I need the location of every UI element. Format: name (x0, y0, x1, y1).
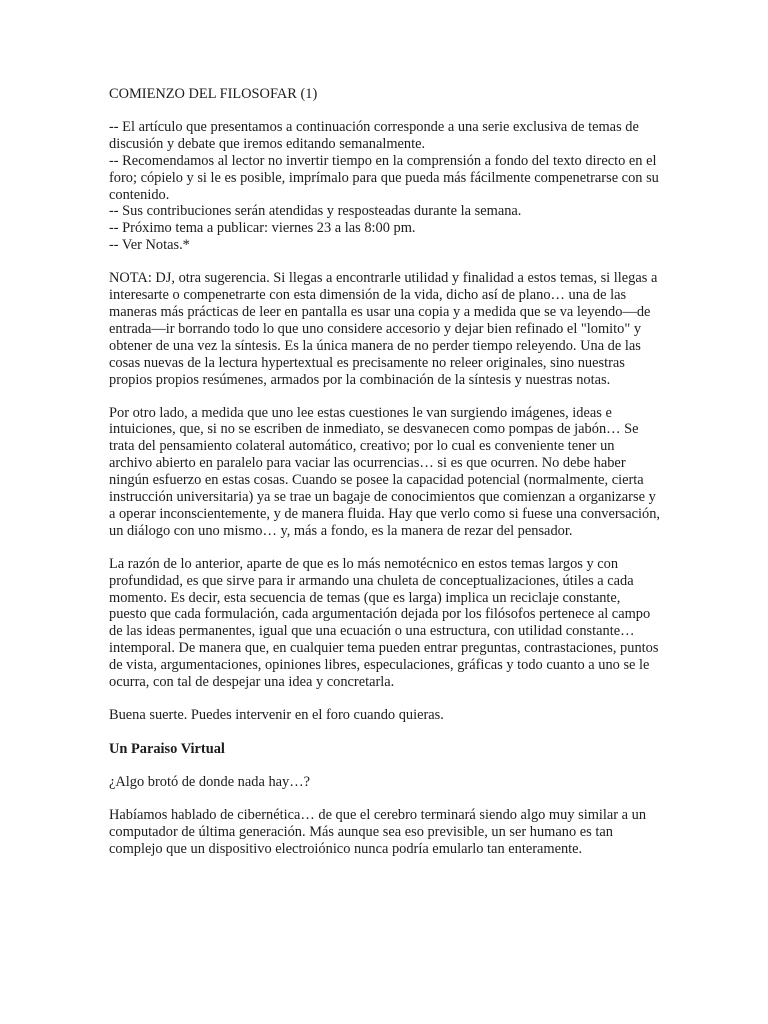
intro-line: -- Próximo tema a publicar: viernes 23 a las 8:00 pm. (109, 220, 416, 237)
question-paragraph: ¿Algo brotó de donde nada hay…? (109, 773, 311, 790)
razon-paragraph: La razón de lo anterior, aparte de que es lo más nemotécnico en estos temas largos y con profundidad, es que sirve para ir armando una chuleta de conceptualizaciones, útiles a cada momento. Es decir, esta secuencia de temas (que es larga) implica un reciclaje constante, puesto que cada formulación, cada argumentación dejada por los filósofos pertenece al campo de las ideas permanentes, igual que una ecuación o una estructura, con utilidad constante… intemporal. De manera que, en cualquier tema pueden entrar preguntas, contrastaciones, puntos de vista, argumentaciones, opiniones libres, especulaciones, gráficas y todo cuanto a uno se le ocurra, con tal de despejar una idea y concretarla. (109, 555, 659, 691)
document-title: COMIENZO DEL FILOSOFAR (1) (109, 86, 318, 102)
intro-line: -- Ver Notas.* (109, 237, 190, 254)
nota-paragraph: NOTA: DJ, otra sugerencia. Si llegas a encontrarle utilidad y finalidad a estos temas, si llegas a interesarte o compenetrarte con esta dimensión de la vida, dicho así de plano… una de las maneras más prácticas de leer en pantalla es usar una copia y a medida que se va leyendo—de entrada—ir borrando todo lo que uno considere accesorio y dejar bien refinado el "lomito" y obtener de una vez la síntesis. Es la única manera de no perder tiempo releyendo. Una de las cosas nuevas de la lectura hypertextual es precisamente no releer originales, sino nuestras propios propios resúmenes, armados por la combinación de la síntesis y nuestras notas. (109, 270, 658, 388)
intro-line: -- El artículo que presentamos a continuación corresponde a una serie exclusiva de temas de discusión y debate que iremos editando semanalmente. (109, 118, 639, 152)
intro-notes (109, 119, 661, 254)
document-body (109, 86, 661, 857)
intro-line: -- Sus contribuciones serán atendidas y resposteadas durante la semana. (109, 203, 522, 220)
last-paragraph: Habíamos hablado de cibernética… de que el cerebro terminará siendo algo muy similar a un computador de última generación. Más aunque sea eso previsible, un ser humano es tan complejo que un dispositivo electroiónico nunca podría emularlo tan enteramente. (109, 806, 647, 857)
intro-line: -- Recomendamos al lector no invertir tiempo en la comprensión a fondo del texto directo en el foro; cópielo y si le es posible, imprímalo para que pueda más fácilmente compenetrarse con su contenido. (109, 152, 659, 203)
por-otro-lado-paragraph: Por otro lado, a medida que uno lee estas cuestiones le van surgiendo imágenes, ideas e intuiciones, que, si no se escriben de inmediato, se desvanecen como pompas de jabón… Se trata del pensamiento colateral automático, creativo; por lo cual es conveniente tener un archivo abierto en paralelo para vaciar las ocurrencias… si es que ocurren. No debe haber ningún esfuerzo en estas cosas. Cuando se posee la capacidad potencial (normalmente, cierta instrucción universitaria) ya se trae un bagaje de conocimientos que comienzan a organizarse y a operar inconscientemente, y de manera fluida. Hay que verlo como si fuese una conversación, un diálogo con uno mismo… y, más a fondo, es la manera de rezar del pensador. (109, 404, 661, 539)
section-heading: Un Paraiso Virtual (109, 740, 225, 757)
buena-suerte-paragraph: Buena suerte. Puedes intervenir en el foro cuando quieras. (109, 707, 444, 723)
